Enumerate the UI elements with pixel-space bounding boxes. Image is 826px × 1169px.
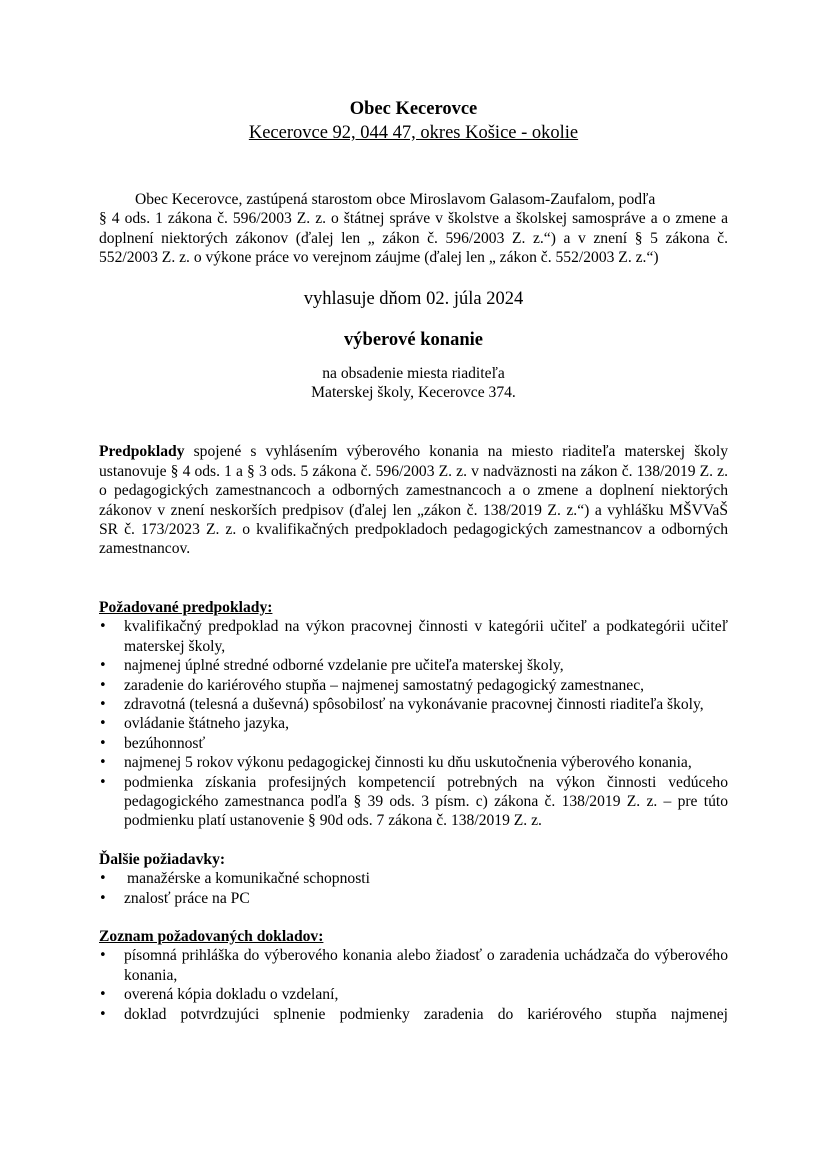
required-documents-heading: Zoznam požadovaných dokladov: <box>99 927 324 945</box>
list-item: • podmienka získania profesijných kompetencií potrebných na výkon činnosti vedúceho pedagogického zamestnanca podľa § 39 ods. 3 písm. c) zákona č. 138/2019 Z. z. – pre túto podmienku platí ustanovenie § 90d ods. 7 zákona č. 138/2019 Z. z. <box>99 773 728 831</box>
document-page <box>99 96 728 1024</box>
list-item: • zaradenie do kariérového stupňa – najmenej samostatný pedagogický zamestnanec, <box>99 676 728 695</box>
purpose-line-2: Materskej školy, Kecerovce 374. <box>311 384 516 402</box>
announcement-heading: výberové konanie <box>344 329 483 350</box>
purpose-line-1: na obsadenie miesta riaditeľa <box>322 364 505 382</box>
list-item: • overená kópia dokladu o vzdelaní, <box>99 985 728 1004</box>
municipality-address: Kecerovce 92, 044 47, okres Košice - okolie <box>248 123 579 143</box>
prerequisites-lead: Predpoklady <box>99 443 185 461</box>
list-item: • najmenej 5 rokov výkonu pedagogickej činnosti ku dňu uskutočnenia výberového konania, <box>99 753 728 772</box>
intro-first-line: Obec Kecerovce, zastúpená starostom obce Miroslavom Galasom-Zaufalom, podľa <box>135 191 656 208</box>
announcement-purpose <box>99 364 728 403</box>
list-item: • písomná prihláška do výberového konania alebo žiadosť o zaradenia uchádzača do výberového konania, <box>99 946 728 985</box>
intro-paragraph <box>99 190 728 268</box>
list-item: • najmenej úplné stredné odborné vzdelanie pre učiteľa materskej školy, <box>99 656 728 675</box>
prerequisites-paragraph <box>99 442 728 558</box>
required-prerequisites-heading: Požadované predpoklady: <box>99 598 273 616</box>
list-item: • zdravotná (telesná a duševná) spôsobilosť na vykonávanie pracovnej činnosti riaditeľa školy, <box>99 695 728 714</box>
announcement-date: vyhlasuje dňom 02. júla 2024 <box>303 288 524 309</box>
required-documents-section <box>99 927 728 1024</box>
intro-body: § 4 ods. 1 zákona č. 596/2003 Z. z. o štátnej správe v školstve a školskej samospráve a o zmene a doplnení niektorých zákonov (ďalej len „ zákon č. 596/2003 Z. z.“) a v znení § 5 zákona č. 552/2003 Z. z. o výkone práce vo verejnom záujme (ďalej len „ zákon č. 552/2003 Z. z.“) <box>99 210 728 267</box>
other-requirements-section <box>99 850 728 908</box>
required-prerequisites-section <box>99 598 728 831</box>
list-item: • bezúhonnosť <box>99 734 728 753</box>
list-item: • kvalifikačný predpoklad na výkon pracovnej činnosti v kategórii učiteľ a podkategórii učiteľ materskej školy, <box>99 617 728 656</box>
document-title: Obec Kecerovce <box>349 99 478 119</box>
list-item: • manažérske a komunikačné schopnosti <box>99 869 728 888</box>
required-documents-list <box>99 946 728 1024</box>
list-item: • doklad potvrdzujúci splnenie podmienky zaradenia do kariérového stupňa najmenej <box>99 1005 728 1024</box>
other-requirements-list <box>99 869 728 908</box>
required-prerequisites-list <box>99 617 728 830</box>
prerequisites-text: spojené s vyhlásením výberového konania na miesto riaditeľa materskej školy ustanovuje § 4 ods. 1 a § 3 ods. 5 zákona č. 596/2003 Z. z. v nadväznosti na zákon č. 138/2019 Z. z. o pedagogických zamestnancoch a odborných zamestnancoch a o zmene a doplnení niektorých zákonov v znení neskorších predpisov (ďalej len „zákon č. 138/2019 Z. z.“) a vyhlášku MŠVVaŠ SR č. 173/2023 Z. z. o kvalifikačných predpokladoch pedagogických zamestnancov a odborných zamestnancov. <box>99 443 728 558</box>
list-item: • ovládanie štátneho jazyka, <box>99 714 728 733</box>
list-item: • znalosť práce na PC <box>99 889 728 908</box>
other-requirements-heading: Ďalšie požiadavky: <box>99 850 226 868</box>
